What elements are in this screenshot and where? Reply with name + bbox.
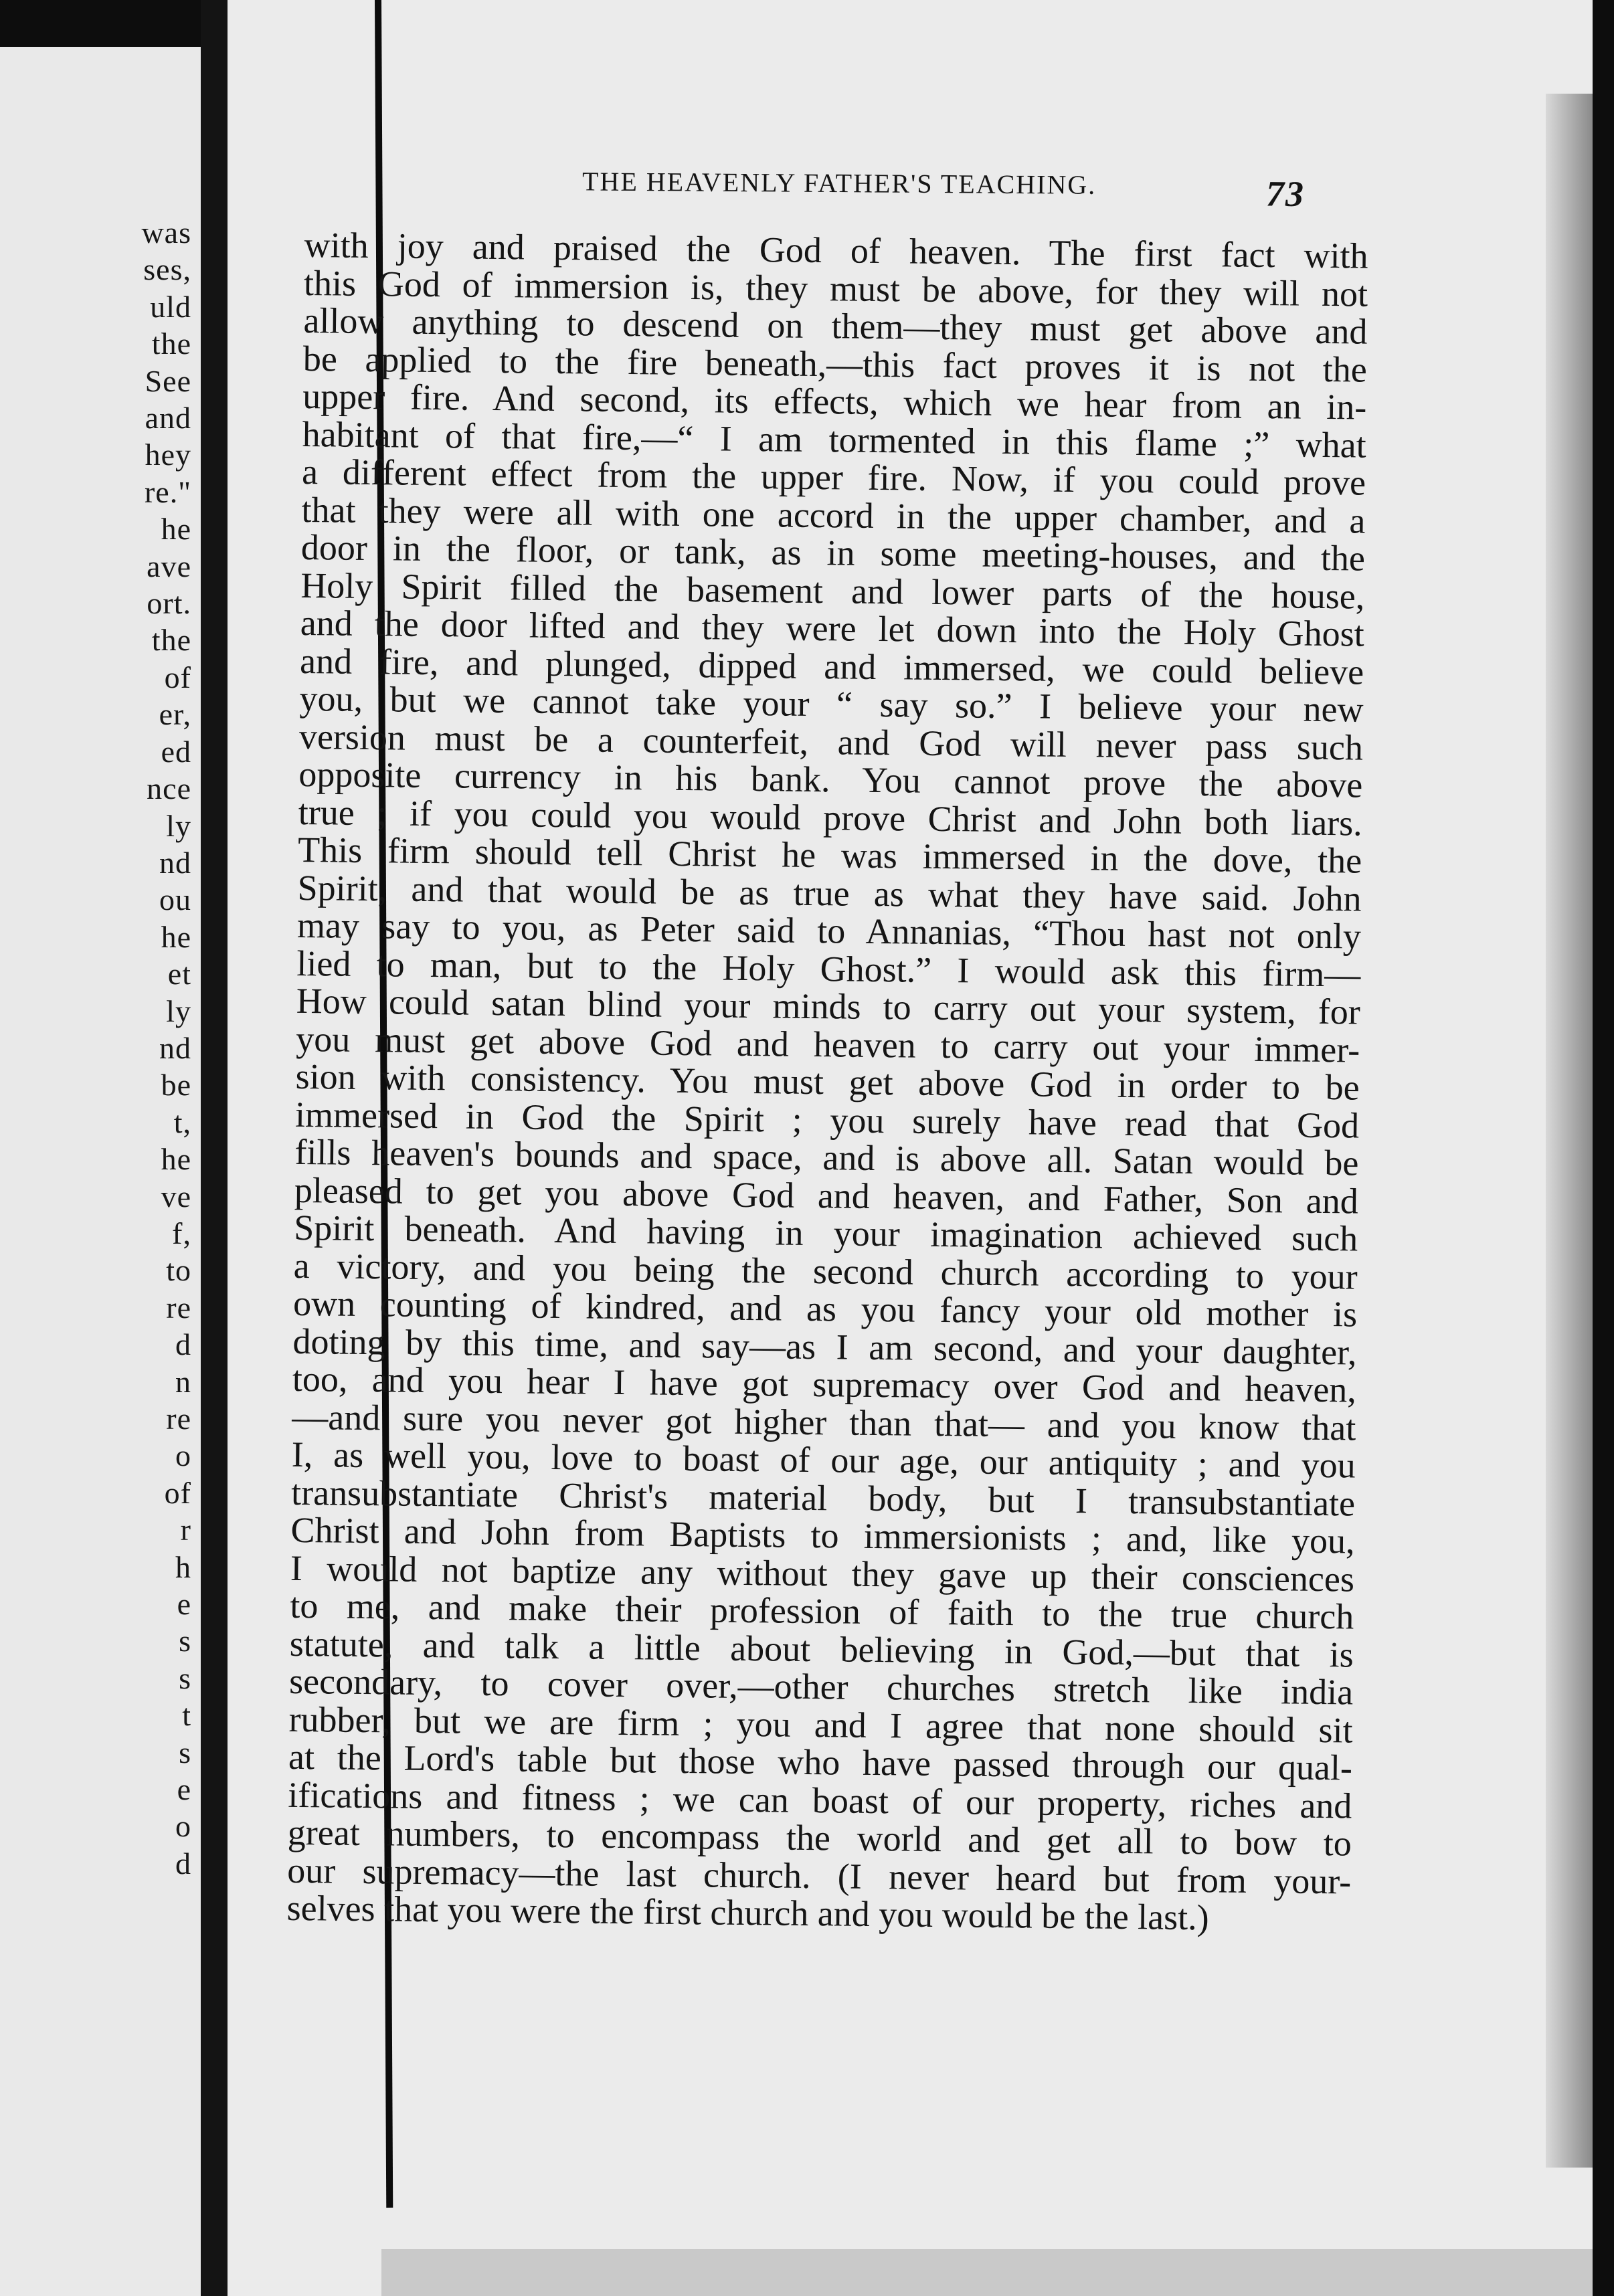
text-line: you, but we cannot take your “ say so.” I believe your new: [299, 678, 1364, 730]
page-edge-shadow: [1546, 94, 1593, 2168]
text-line: This firm should tell Christ he was immersed in the dove, the: [297, 829, 1362, 881]
text-line: may say to you, as Peter said to Annanias, “Thou hast not only: [296, 904, 1362, 957]
text-line: upper fire. And second, its effects, which we hear from an in-: [302, 375, 1367, 427]
text-line: statute, and talk a little about believing in God,—but that is: [289, 1623, 1354, 1675]
text-line: and the door lifted and they were let down into the Holy Ghost: [300, 602, 1365, 654]
text-line: a different effect from the upper fire. Now, if you could prove: [301, 451, 1366, 503]
text-line: rubber, but we are firm ; you and I agree that none should sit: [288, 1699, 1353, 1751]
text-line: our supremacy—the last church. (I never heard but from your-: [286, 1850, 1352, 1902]
text-line: be applied to the fire beneath,—this fact proves it is not the: [302, 338, 1368, 390]
text-line: own counting of kindred, and as you fancy your old mother is: [292, 1282, 1358, 1335]
text-line: allow anything to descend on them—they must get above and: [303, 300, 1368, 352]
text-line: selves that you were the first church and you would be the last.): [286, 1887, 1210, 1938]
text-line: fills heaven's bounds and space, and is above all. Satan would be: [294, 1131, 1359, 1183]
running-head: THE HEAVENLY FATHER'S TEACHING.: [581, 166, 1097, 200]
text-line: with joy and praised the God of heaven. The first fact with: [304, 225, 1368, 276]
text-line: you must get above God and heaven to carry out your immer-: [295, 1018, 1360, 1070]
text-line: pleased to get you above God and heaven, and Father, Son and: [294, 1169, 1359, 1222]
previous-page-text-fragment: was ses, uld the See and hey re." he ave ort. the of er, ed nce ly nd ou he et ly nd be t, he ve f, to re d n re o of r h e s s t s e o d: [141, 215, 191, 1881]
text-line: How could satan blind your minds to carry out your system, for: [296, 980, 1361, 1032]
text-line: a victory, and you being the second church according to your: [293, 1245, 1358, 1297]
text-line: secondary, to cover over,—other churches stretch like india: [288, 1660, 1354, 1713]
text-line: ifications and fitness ; we can boast of our property, riches and: [288, 1774, 1352, 1826]
text-line: at the Lord's table but those who have passed through our qual-: [288, 1736, 1353, 1788]
text-line: immersed in God the Spirit ; you surely have read that God: [294, 1094, 1360, 1146]
page-bottom-margin: [381, 2249, 1593, 2296]
text-line: I would not baptize any without they gave up their consciences: [290, 1547, 1355, 1600]
text-line: version must be a counterfeit, and God will never pass such: [298, 716, 1364, 768]
page-number: 73: [1265, 173, 1306, 214]
body-text: [286, 226, 1368, 1938]
text-line: Spirit beneath. And having in your imagination achieved such: [294, 1207, 1358, 1259]
text-line: true ; if you could you would prove Christ and John both liars.: [298, 791, 1363, 844]
text-line: I, as well you, love to boast of our age, our antiquity ; and you: [291, 1434, 1356, 1486]
text-line: habitant of that fire,—“ I am tormented in this flame ;” what: [302, 413, 1366, 466]
text-line: too, and you hear I have got supremacy over God and heaven,: [292, 1358, 1357, 1410]
text-line: Christ and John from Baptists to immersionists ; and, like you,: [290, 1509, 1355, 1561]
text-line: that they were all with one accord in the upper chamber, and a: [301, 489, 1366, 541]
text-line: —and sure you never got higher than that— and you know that: [292, 1396, 1356, 1448]
text-line: lied to man, but to the Holy Ghost.” I would ask this firm—: [296, 943, 1361, 995]
text-line: sion with consistency. You must get above God in order to be: [295, 1056, 1360, 1108]
text-line: Spirit, and that would be as true as what they have said. John: [297, 867, 1362, 919]
page-header: [355, 164, 1305, 217]
binding-gutter: [201, 0, 228, 2296]
previous-page-edge: [0, 47, 201, 2296]
text-line: door in the floor, or tank, as in some meeting-houses, and the: [300, 527, 1366, 579]
text-line: doting by this time, and say—as I am second, and your daughter,: [292, 1321, 1357, 1373]
text-line: to me, and make their profession of faith to the true church: [290, 1585, 1354, 1637]
text-line: great numbers, to encompass the world and get all to bow to: [287, 1812, 1352, 1864]
text-line: this God of immersion is, they must be above, for they will not: [303, 262, 1368, 314]
text-line: Holy Spirit filled the basement and lower parts of the house,: [300, 565, 1365, 617]
text-line: and fire, and plunged, dipped and immersed, we could believe: [299, 640, 1364, 692]
text-line: transubstantiate Christ's material body, but I transubstantiate: [290, 1472, 1356, 1524]
text-line: opposite currency in his bank. You cannot prove the above: [298, 753, 1363, 805]
